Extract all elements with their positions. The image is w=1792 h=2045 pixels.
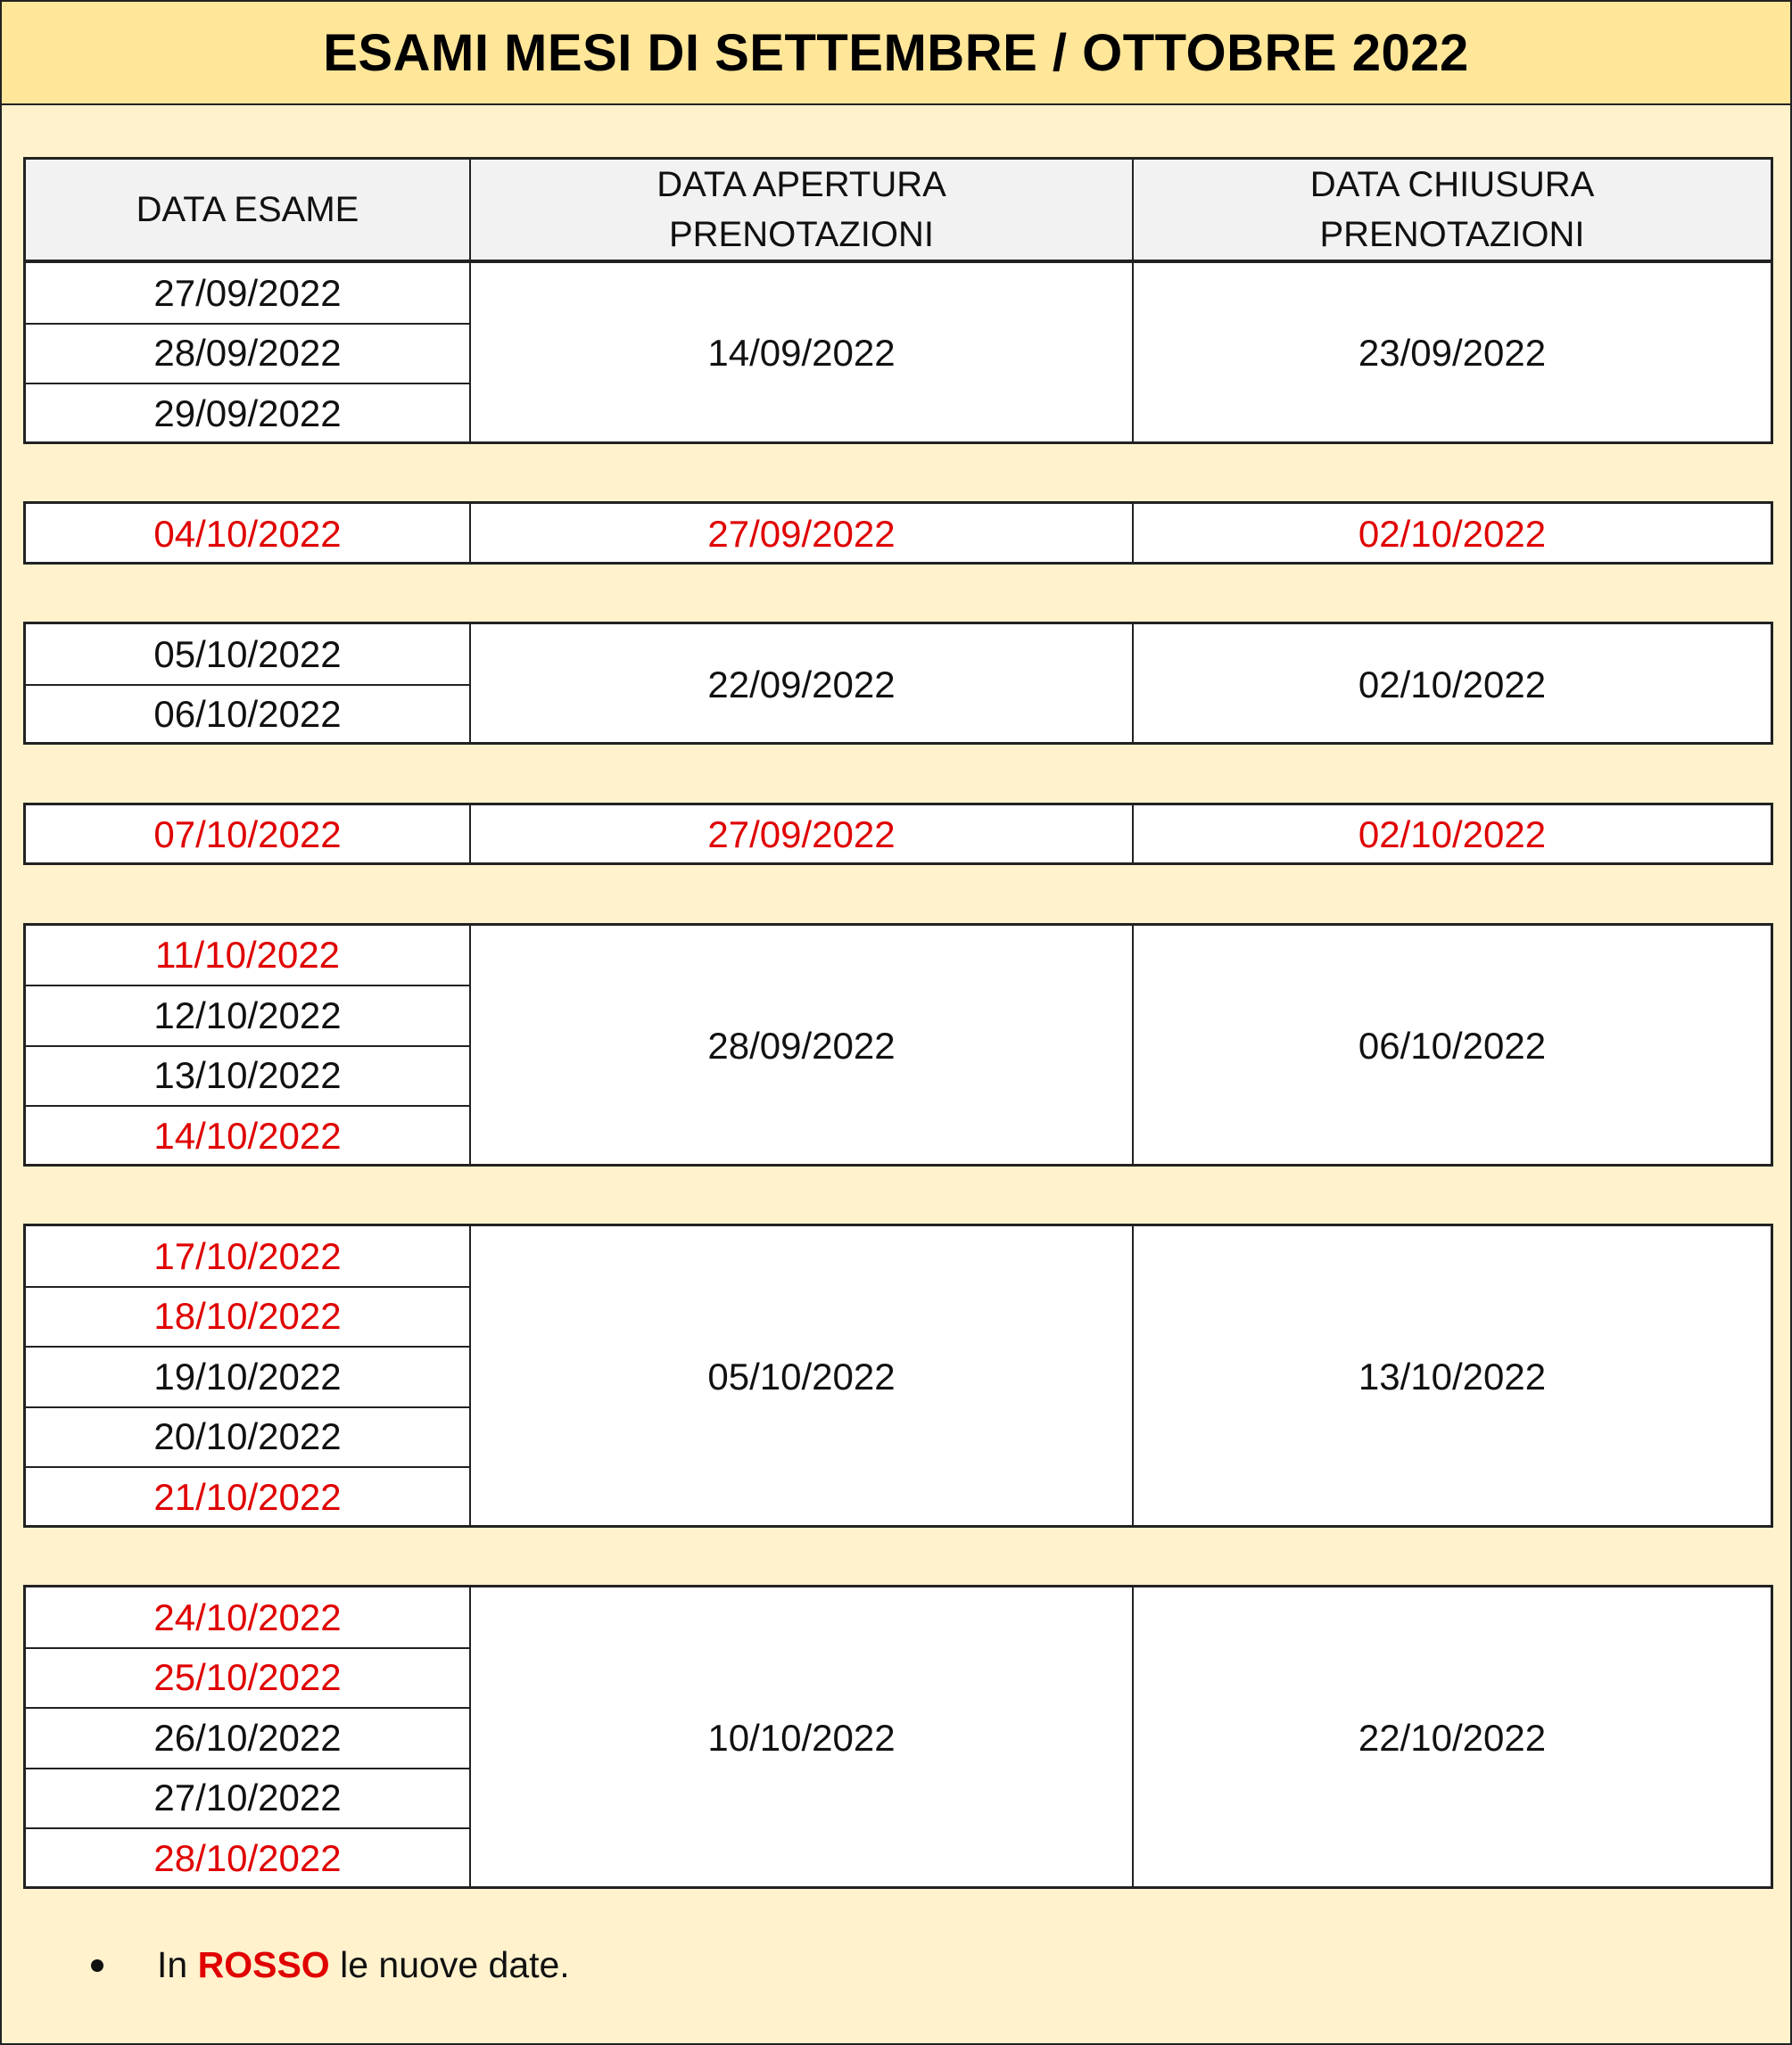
row-divider [26, 1105, 469, 1107]
closing-date-cell: 06/10/2022 [1358, 1024, 1547, 1067]
closing-date-cell: 22/10/2022 [1358, 1716, 1547, 1759]
exam-date-cell: 17/10/2022 [153, 1234, 342, 1277]
table-header [23, 157, 1773, 262]
exam-group [23, 1585, 1773, 1889]
closing-date-cell: 23/09/2022 [1358, 332, 1547, 375]
row-divider [26, 1346, 469, 1348]
opening-date-cell: 27/09/2022 [707, 512, 896, 555]
row-divider [26, 1768, 469, 1769]
opening-date-cell: 22/09/2022 [707, 663, 896, 705]
exam-date-cell: 11/10/2022 [154, 934, 341, 977]
row-divider [26, 1406, 469, 1408]
closing-date-cell: 13/10/2022 [1358, 1355, 1547, 1398]
opening-date-cell: 10/10/2022 [707, 1716, 896, 1759]
legend-suffix: le nuove date. [340, 1944, 570, 1985]
exam-date-cell: 29/09/2022 [153, 392, 342, 434]
exam-group [23, 622, 1773, 745]
exam-date-cell: 21/10/2022 [153, 1475, 342, 1518]
exam-date-cell: 24/10/2022 [153, 1596, 342, 1638]
header-opening-line1: DATA APERTURA [657, 165, 946, 204]
exam-date-cell: 19/10/2022 [153, 1355, 342, 1398]
exam-group [23, 260, 1773, 444]
exam-group [23, 1224, 1773, 1528]
exam-date-cell: 18/10/2022 [153, 1295, 342, 1338]
exam-date-cell: 25/10/2022 [153, 1656, 342, 1699]
header-opening-date [471, 160, 1132, 260]
exam-date-cell: 20/10/2022 [153, 1415, 342, 1458]
page-title: ESAMI MESI DI SETTEMBRE / OTTOBRE 2022 [2, 2, 1790, 105]
row-divider [26, 1647, 469, 1649]
row-divider [26, 684, 469, 686]
exam-date-cell: 28/09/2022 [153, 332, 342, 375]
exam-date-cell: 12/10/2022 [153, 994, 342, 1036]
exam-date-cell: 27/10/2022 [153, 1777, 342, 1819]
opening-date-cell: 05/10/2022 [707, 1355, 896, 1398]
bullet-icon [91, 1959, 103, 1972]
exam-date-cell: 14/10/2022 [153, 1114, 342, 1157]
exam-date-cell: 07/10/2022 [153, 813, 342, 856]
header-closing-line1: DATA CHIUSURA [1309, 165, 1595, 204]
row-divider [26, 1827, 469, 1829]
exam-group [23, 923, 1773, 1167]
closing-date-cell: 02/10/2022 [1358, 813, 1547, 856]
row-divider [26, 985, 469, 986]
legend-prefix: In [157, 1944, 188, 1985]
closing-date-cell: 02/10/2022 [1358, 663, 1547, 705]
opening-date-cell: 27/09/2022 [707, 813, 896, 856]
header-closing-date [1134, 160, 1771, 260]
legend-note [91, 1944, 570, 1986]
exam-date-cell: 27/09/2022 [153, 271, 342, 314]
row-divider [26, 1466, 469, 1468]
row-divider [26, 1707, 469, 1709]
exam-date-cell: 05/10/2022 [153, 632, 342, 675]
header-opening-line2: PRENOTAZIONI [668, 215, 935, 254]
header-exam-date-label: DATA ESAME [136, 190, 359, 229]
opening-date-cell: 28/09/2022 [707, 1024, 896, 1067]
row-divider [26, 1286, 469, 1288]
closing-date-cell: 02/10/2022 [1358, 512, 1547, 555]
exam-date-cell: 04/10/2022 [153, 512, 342, 555]
exam-date-cell: 26/10/2022 [153, 1716, 342, 1759]
opening-date-cell: 14/09/2022 [707, 332, 896, 375]
row-divider [26, 323, 469, 325]
row-divider [26, 1045, 469, 1047]
exam-date-cell: 13/10/2022 [153, 1054, 342, 1097]
legend-highlight: ROSSO [197, 1944, 330, 1985]
header-closing-line2: PRENOTAZIONI [1319, 215, 1585, 254]
exam-group [23, 803, 1773, 866]
exam-group [23, 501, 1773, 565]
header-exam-date [26, 160, 469, 260]
exam-date-cell: 28/10/2022 [153, 1836, 342, 1879]
exam-date-cell: 06/10/2022 [153, 693, 342, 736]
row-divider [26, 383, 469, 384]
